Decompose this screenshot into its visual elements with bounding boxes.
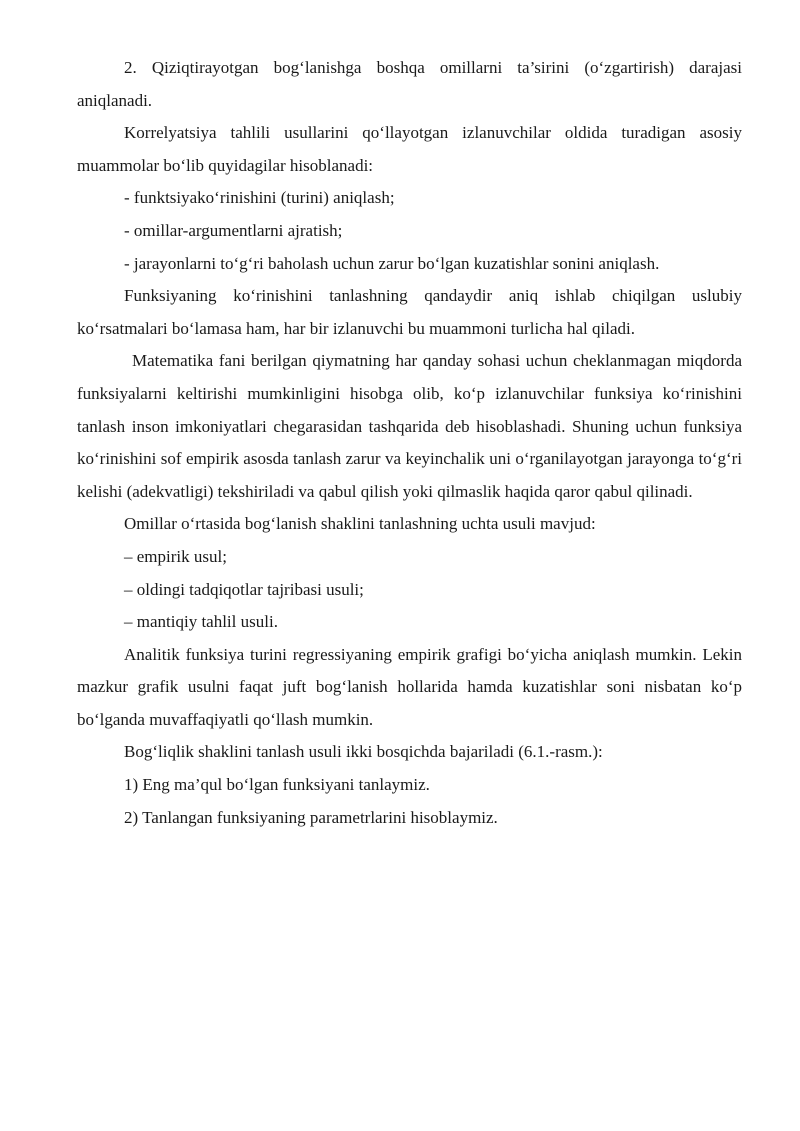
list-item-empirical: – empirik usul; bbox=[124, 546, 227, 566]
list-item-stage-1: 1) Eng ma’qul bo‘lgan funksiyani tanlaymiz. bbox=[124, 775, 430, 795]
list-item-factor-selection: - omillar-argumentlarni ajratish; bbox=[124, 220, 343, 240]
list-item-prior-research: – oldingi tadqiqotlar tajribasi usuli; bbox=[124, 579, 364, 599]
document-page bbox=[77, 52, 742, 834]
paragraph-goal-2: 2. Qiziqtirayotgan bog‘lanishga boshqa omillarni ta’sirini (o‘zgartirish) darajasi aniqlanadi. bbox=[77, 58, 742, 110]
paragraph-three-methods: Omillar o‘rtasida bog‘lanish shaklini tanlashning uchta usuli mavjud: bbox=[124, 514, 596, 534]
list-item-logical-analysis: – mantiqiy tahlil usuli. bbox=[124, 612, 278, 632]
paragraph-function-choice: Funksiyaning ko‘rinishini tanlashning qandaydir aniq ishlab chiqilgan uslubiy ko‘rsatmalari bo‘lamasa ham, har bir izlanuvchi bu muammoni turlicha hal qiladi. bbox=[77, 286, 742, 338]
paragraph-mathematics: Matematika fani berilgan qiymatning har qanday sohasi uchun cheklanmagan miqdorda funksiyalarni keltirishi mumkinligini hisobga olib, ko‘p izlanuvchilar funksiya ko‘rinishini tanlash inson imkoniyatlari chegarasidan tashqarida deb hisoblashadi. Shuning uchun funksiya ko‘rinishini sof empirik asosda tanlash zarur va keyinchalik uni o‘rganilayotgan jarayonga to‘g‘ri kelishi (adekvatligi) tekshiriladi va qabul qilish yoki qilmaslik haqida qaror qabul qilinadi. bbox=[77, 351, 742, 501]
list-item-observation-count: - jarayonlarni to‘g‘ri baholash uchun zarur bo‘lgan kuzatishlar sonini aniqlash. bbox=[124, 253, 660, 273]
list-item-function-type: - funktsiyako‘rinishini (turini) aniqlash; bbox=[124, 188, 395, 208]
paragraph-correlation-problems: Korrelyatsiya tahlili usullarini qo‘llayotgan izlanuvchilar oldida turadigan asosiy muammolar bo‘lib quyidagilar hisoblanadi: bbox=[77, 123, 742, 175]
paragraph-two-stages: Bog‘liqlik shaklini tanlash usuli ikki bosqichda bajariladi (6.1.-rasm.): bbox=[124, 742, 603, 762]
paragraph-analytic-function: Analitik funksiya turini regressiyaning empirik grafigi bo‘yicha aniqlash mumkin. Lekin mazkur grafik usulni faqat juft bog‘lanish hollarida hamda kuzatishlar soni nisbatan ko‘p bo‘lganda muvaffaqiyatli qo‘llash mumkin. bbox=[77, 644, 742, 729]
list-item-stage-2: 2) Tanlangan funksiyaning parametrlarini hisoblaymiz. bbox=[124, 807, 498, 827]
